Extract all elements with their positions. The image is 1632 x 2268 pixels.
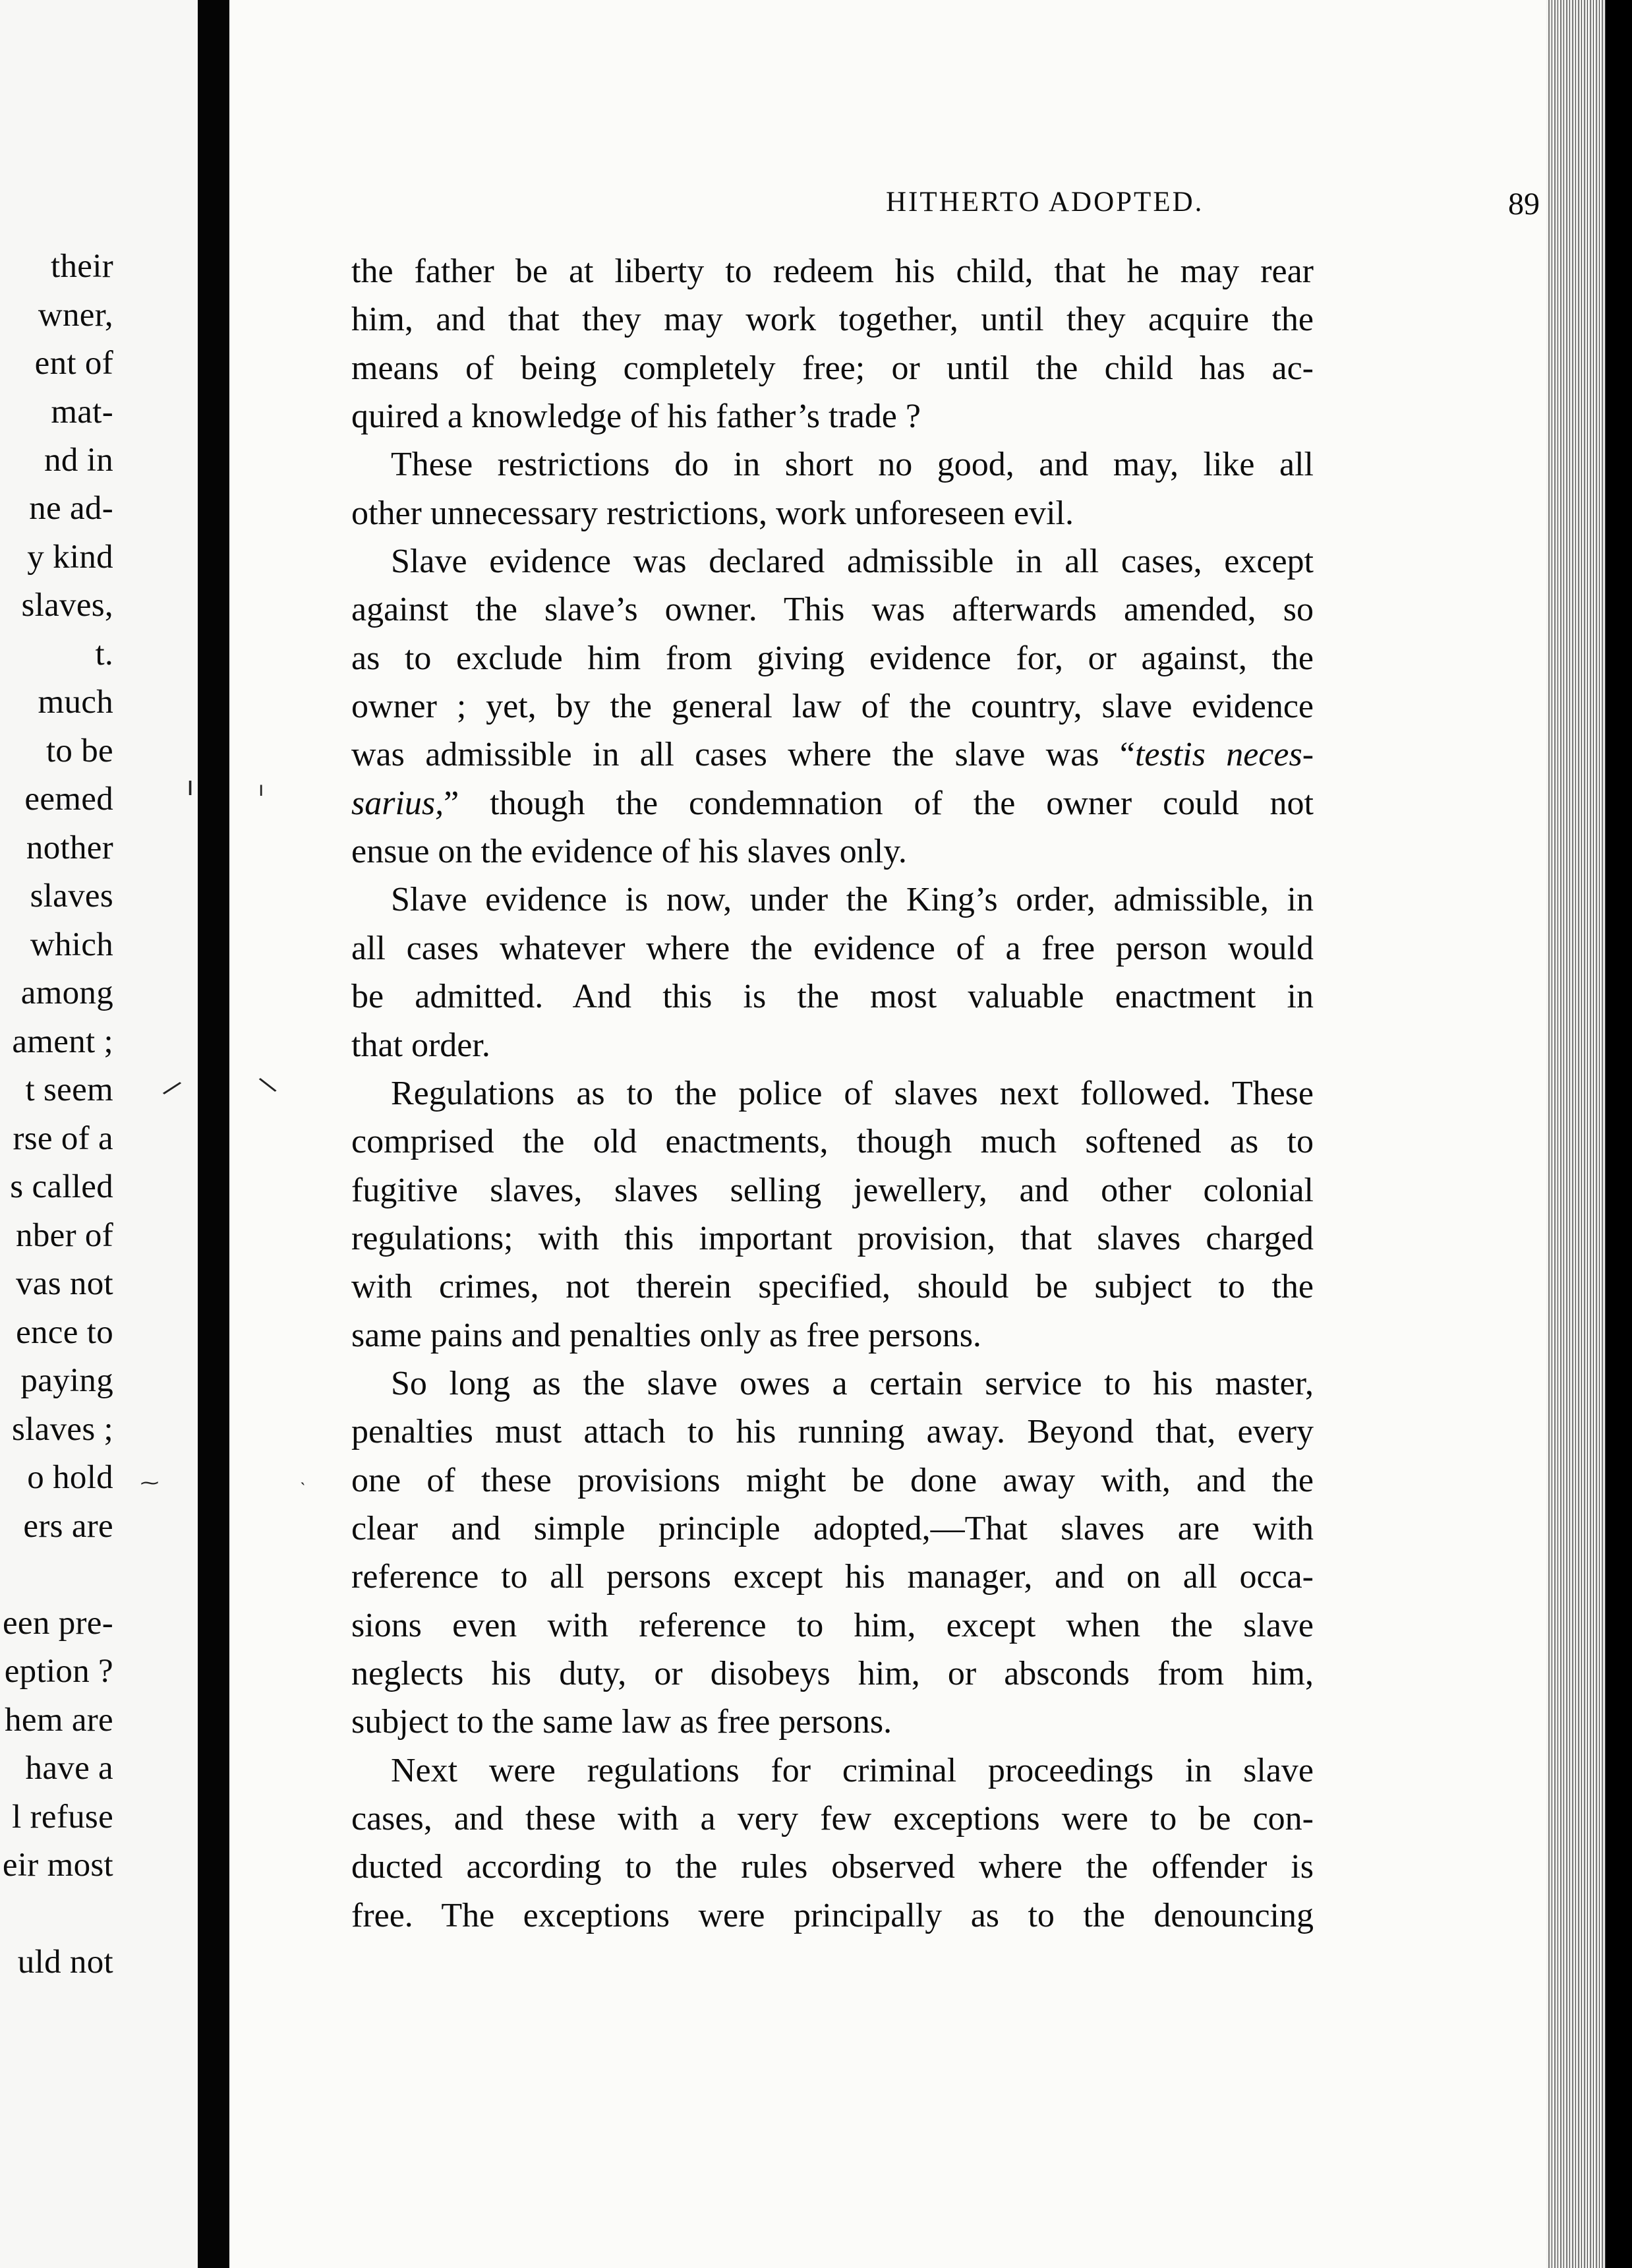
text-line — [351, 247, 1314, 295]
text-line — [351, 1553, 1314, 1601]
text-run: penalties must attach to his running away. Beyond that, every — [351, 1413, 1314, 1451]
text-line — [351, 295, 1314, 343]
text-line — [351, 682, 1314, 731]
left-page-fragment: uld not — [17, 1944, 113, 1981]
text-run: one of these provisions might be done away with, and the — [351, 1461, 1314, 1499]
left-page-fragment: eption ? — [4, 1653, 113, 1690]
text-run: regulations; with this important provision, that slaves charged — [351, 1219, 1314, 1257]
text-run: ensue on the evidence of his slaves only. — [351, 833, 907, 871]
text-run: other unnecessary restrictions, work unforeseen evil. — [351, 494, 1074, 532]
left-page-fragment: een pre- — [2, 1605, 113, 1642]
left-page-fragment: their — [51, 248, 113, 285]
ink-mark: ı — [258, 778, 264, 801]
text-line — [351, 876, 1314, 924]
left-page-fragment: l refuse — [12, 1799, 113, 1835]
text-run: all cases whatever where the evidence of a free person would — [351, 929, 1314, 967]
page-edges — [1546, 0, 1606, 2268]
text-line — [351, 1069, 1314, 1118]
text-line — [351, 537, 1314, 585]
left-page-fragment: which — [30, 926, 113, 963]
text-run: neglects his duty, or disobeys him, or absconds from him, — [351, 1654, 1314, 1692]
left-page-fragment: nd in — [44, 442, 113, 479]
text-run: ” though the condemnation of the owner could not — [444, 784, 1314, 822]
left-page-fragment: vas not — [15, 1265, 113, 1302]
text-run: clear and simple principle adopted,—That slaves are with — [351, 1509, 1314, 1547]
left-page-fragment: ament ; — [12, 1023, 113, 1060]
text-run: Next were regulations for criminal proceedings in slave — [391, 1751, 1314, 1789]
text-run: Slave evidence was declared admissible in all cases, except — [391, 543, 1314, 581]
text-run: cases, and these with a very few exceptions were to be con- — [351, 1800, 1314, 1837]
left-page-fragment: eemed — [24, 781, 113, 818]
text-line — [351, 924, 1314, 972]
left-page-fragment: mat- — [51, 394, 113, 431]
text-line — [351, 440, 1314, 489]
left-page-fragment: ers are — [23, 1508, 113, 1545]
text-line — [351, 1456, 1314, 1505]
text-line — [351, 1263, 1314, 1311]
left-page-fragment: o hold — [27, 1459, 113, 1496]
text-line — [351, 1505, 1314, 1553]
text-run: against the slave’s owner. This was afterwards amended, so — [351, 591, 1314, 629]
text-line — [351, 1650, 1314, 1698]
left-page-fragment: slaves, — [21, 587, 113, 624]
text-line — [351, 392, 1314, 440]
text-run: be admitted. And this is the most valuable enactment in — [351, 978, 1314, 1016]
left-page-fragment: paying — [20, 1362, 113, 1399]
left-page — [0, 0, 198, 2268]
text-line — [351, 1359, 1314, 1408]
text-run: reference to all persons except his manager, and on all occa- — [351, 1558, 1314, 1596]
text-line — [351, 1746, 1314, 1795]
left-page-fragment: t seem — [25, 1071, 113, 1108]
text-run: as to exclude him from giving evidence for, or against, the — [351, 639, 1314, 677]
text-run: free. The exceptions were principally as to the denouncing — [351, 1896, 1314, 1934]
text-run: the father be at liberty to redeem his child, that he may rear — [351, 253, 1314, 290]
text-run: fugitive slaves, slaves selling jewellery, and other colonial — [351, 1171, 1314, 1209]
text-line — [351, 1601, 1314, 1650]
text-line — [351, 779, 1314, 827]
text-run: same pains and penalties only as free persons. — [351, 1316, 981, 1354]
text-run: comprised the old enactments, though much softened as to — [351, 1123, 1314, 1161]
text-line — [351, 1843, 1314, 1891]
text-line — [351, 1698, 1314, 1746]
left-page-fragment: t. — [95, 636, 113, 672]
left-page-fragment: slaves — [30, 878, 113, 914]
text-line — [351, 585, 1314, 634]
ink-mark: ı — [187, 771, 194, 802]
body-text — [351, 247, 1314, 1940]
text-line — [351, 1021, 1314, 1069]
text-run: owner ; yet, by the general law of the country, slave evidence — [351, 688, 1314, 726]
text-line — [351, 1408, 1314, 1456]
text-run: Slave evidence is now, under the King’s order, admissible, in — [391, 881, 1314, 919]
text-run: quired a knowledge of his father’s trade ? — [351, 398, 921, 436]
text-run: with crimes, not therein specified, should be subject to the — [351, 1268, 1314, 1306]
text-run: So long as the slave owes a certain service to his master, — [391, 1364, 1314, 1402]
ink-mark: / — [160, 1075, 184, 1102]
text-run: was admissible in all cases where the slave was “ — [351, 736, 1135, 774]
text-run: subject to the same law as free persons. — [351, 1703, 892, 1741]
ink-mark: \ — [256, 1071, 279, 1098]
left-page-fragment: much — [38, 684, 113, 721]
text-line — [351, 344, 1314, 392]
scan-border — [1606, 0, 1632, 2268]
text-run: Regulations as to the police of slaves next followed. These — [391, 1074, 1314, 1112]
text-line — [351, 731, 1314, 779]
text-run: These restrictions do in short no good, and may, like all — [391, 446, 1314, 484]
italic-run: sarius, — [351, 784, 444, 822]
text-run: that order. — [351, 1026, 490, 1064]
text-run: sions even with reference to him, except when the slave — [351, 1606, 1314, 1644]
page-number: 89 — [1508, 187, 1540, 222]
text-line — [351, 1795, 1314, 1843]
text-line — [351, 827, 1314, 876]
left-page-fragment: rse of a — [13, 1120, 113, 1157]
left-page-fragment: hem are — [5, 1702, 113, 1739]
left-page-fragment: ne ad- — [29, 490, 113, 527]
text-line — [351, 489, 1314, 537]
left-page-fragment: among — [20, 974, 113, 1011]
text-line — [351, 1892, 1314, 1940]
ink-mark: ˴ — [300, 1472, 306, 1492]
left-page-fragment: ence to — [16, 1314, 113, 1351]
text-line — [351, 634, 1314, 682]
book-gutter — [198, 0, 229, 2268]
text-run: ducted according to the rules observed where the offender is — [351, 1848, 1314, 1886]
text-line — [351, 1311, 1314, 1359]
text-line — [351, 1118, 1314, 1166]
left-page-fragment: nber of — [16, 1217, 113, 1254]
left-page-fragment: nother — [26, 829, 113, 866]
running-head: HITHERTO ADOPTED. — [886, 187, 1204, 218]
left-page-fragment: ent of — [34, 345, 113, 382]
left-page-fragment: eir most — [2, 1847, 113, 1884]
text-line — [351, 1166, 1314, 1214]
text-line — [351, 972, 1314, 1021]
left-page-fragment: have a — [25, 1750, 113, 1787]
text-run: means of being completely free; or until the child has ac- — [351, 349, 1314, 387]
left-page-fragment: to be — [45, 732, 113, 769]
text-run: him, and that they may work together, until they acquire the — [351, 301, 1314, 339]
ink-mark: ⁓ — [140, 1472, 159, 1493]
text-line — [351, 1214, 1314, 1263]
left-page-fragment: s called — [10, 1168, 113, 1205]
left-page-fragment: slaves ; — [12, 1411, 113, 1448]
left-page-fragment: y kind — [27, 539, 113, 576]
left-page-fragment: wner, — [38, 297, 113, 334]
italic-run: testis neces- — [1134, 736, 1314, 774]
